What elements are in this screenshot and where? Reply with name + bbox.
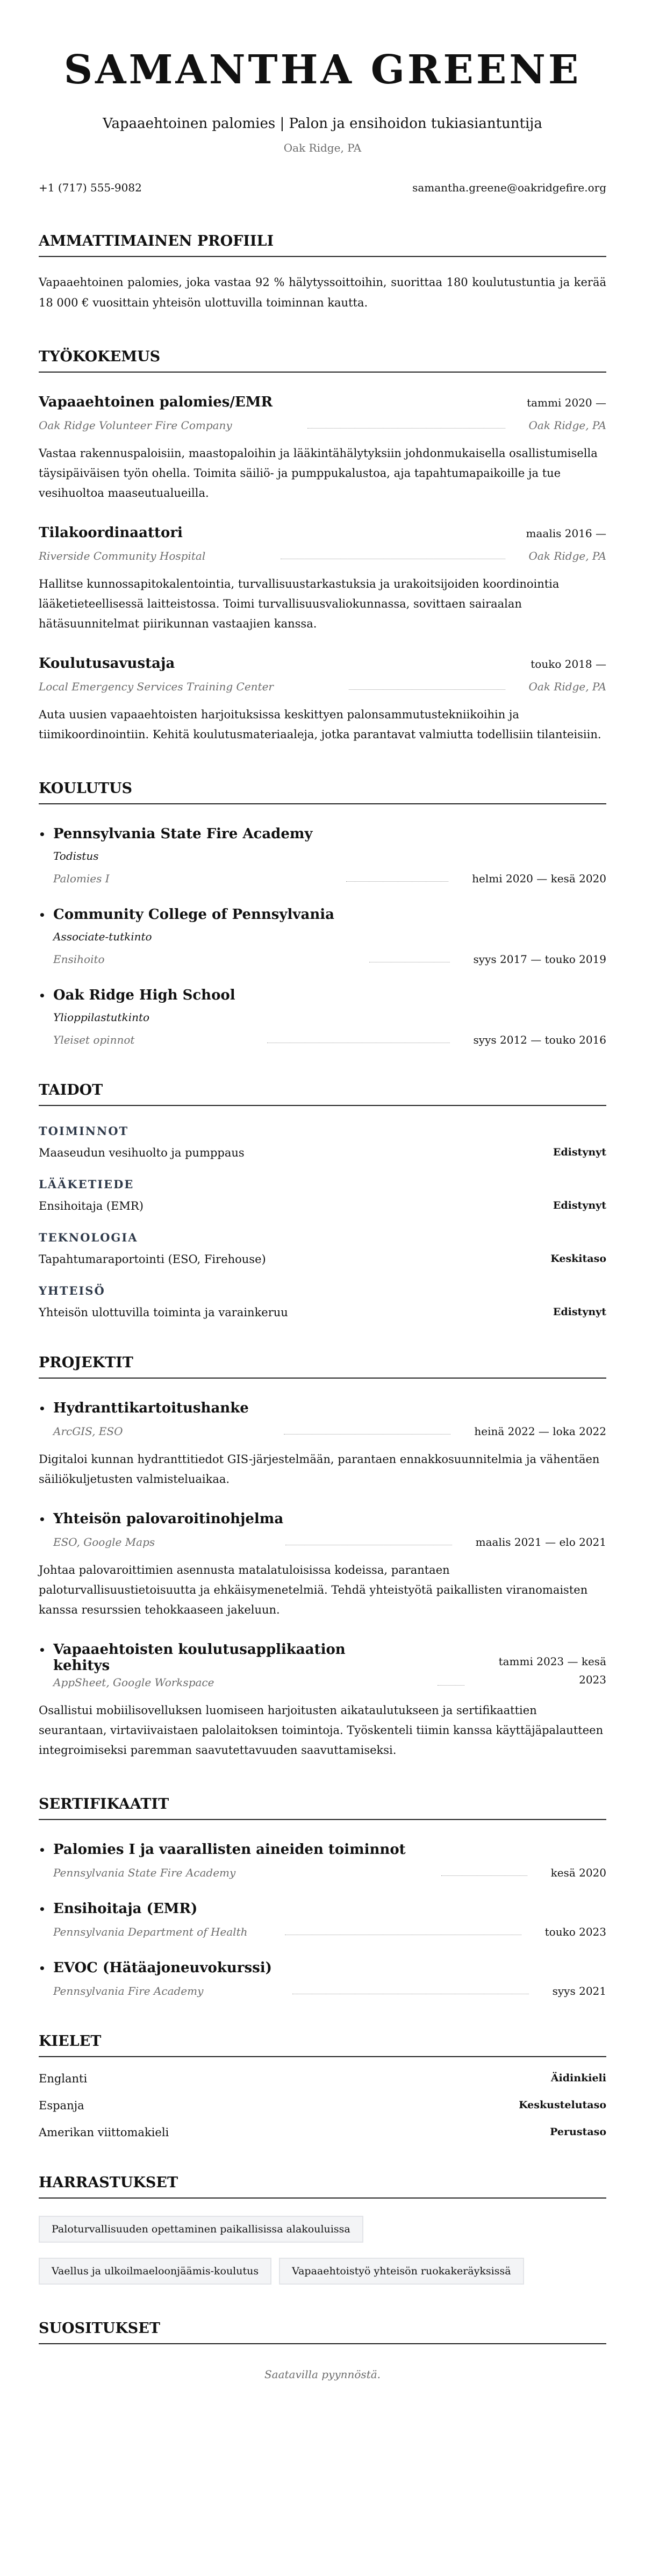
project-entry xyxy=(39,1642,606,1760)
certification-name-heading xyxy=(39,1842,606,1858)
skill-level: Edistynyt xyxy=(553,1200,606,1212)
entry-header xyxy=(39,1511,606,1527)
section-title: SERTIFIKAATIT xyxy=(39,1796,606,1820)
profile-section xyxy=(39,233,606,313)
location: Oak Ridge, PA xyxy=(283,141,362,155)
hobby-tag: Vapaaehtoistyö yhteisön ruokakeräyksissä xyxy=(279,2258,524,2285)
job-title: Vapaaehtoinen palomies/EMR xyxy=(39,394,273,411)
education-details xyxy=(39,930,606,966)
bullet-icon: • xyxy=(39,989,46,1003)
skill-category: TOIMINNOT xyxy=(39,1124,129,1138)
education-details xyxy=(39,850,606,885)
entry-subline xyxy=(39,680,606,693)
job-title: Tilakoordinaattori xyxy=(39,525,183,541)
certification-name-heading xyxy=(39,1901,606,1917)
skill-row xyxy=(39,1253,606,1266)
bullet-icon: • xyxy=(39,1513,46,1526)
organization: Riverside Community Hospital xyxy=(39,550,206,563)
project-name-heading xyxy=(39,1400,249,1416)
language-level: Keskustelutaso xyxy=(519,2099,606,2111)
entry-subline xyxy=(53,953,606,966)
skill-group xyxy=(39,1178,606,1212)
references-text: Saatavilla pyynnöstä. xyxy=(264,2368,381,2381)
skill-level: Keskitaso xyxy=(550,1253,606,1265)
skills-section xyxy=(39,1082,606,1319)
entry-date: syys 2021 xyxy=(552,1985,606,1998)
dotted-leader xyxy=(438,1685,464,1686)
school-name-heading xyxy=(39,907,606,923)
school-name: Pennsylvania State Fire Academy xyxy=(53,826,313,843)
job-title: Koulutusavustaja xyxy=(39,655,175,672)
skill-row xyxy=(39,1306,606,1319)
project-name: Yhteisön palovaroitinohjelma xyxy=(53,1511,284,1528)
entry-location: Oak Ridge, PA xyxy=(528,419,606,432)
language-row xyxy=(39,2126,606,2139)
experience-entry xyxy=(39,394,606,503)
entry-date: maalis 2021 — elo 2021 xyxy=(475,1536,606,1549)
language-row xyxy=(39,2099,606,2112)
section-title: KIELET xyxy=(39,2033,606,2057)
bullet-icon: • xyxy=(39,1402,46,1416)
certification-name-heading xyxy=(39,1960,606,1976)
entry-header xyxy=(39,394,606,410)
entry-subline xyxy=(39,1925,606,1938)
language-name: Amerikan viittomakieli xyxy=(39,2126,169,2139)
section-title: TYÖKOKEMUS xyxy=(39,348,606,373)
headline: Vapaaehtoinen palomies | Palon ja ensihoidon tukiasiantuntija xyxy=(103,116,542,132)
entry-date: touko 2018 — xyxy=(531,658,606,671)
profile-text: Vapaaehtoinen palomies, joka vastaa 92 % hälytyssoittoihin, suorittaa 180 koulutustuntia ja kerää 18 000 € vuosittain yhteisön ulottuvilla toiminnan kautta. xyxy=(39,276,606,310)
skill-name: Tapahtumaraportointi (ESO, Firehouse) xyxy=(39,1253,266,1266)
entry-date: syys 2012 — touko 2016 xyxy=(473,1033,606,1047)
entry-header xyxy=(39,1400,606,1416)
entry-location: Oak Ridge, PA xyxy=(528,550,606,563)
section-title: SUOSITUKSET xyxy=(39,2320,606,2344)
entry-date: touko 2023 xyxy=(544,1925,606,1939)
project-name-heading xyxy=(39,1642,361,1674)
education-entry xyxy=(39,987,606,1046)
bullet-icon: • xyxy=(39,1644,46,1657)
bullet-icon: • xyxy=(39,1844,46,1857)
dotted-leader xyxy=(349,689,505,690)
organization: ArcGIS, ESO xyxy=(53,1425,123,1438)
organization: Palomies I xyxy=(53,872,110,886)
skill-name: Maaseudun vesihuolto ja pumppaus xyxy=(39,1146,245,1160)
entry-subline xyxy=(39,550,606,562)
entry-date: tammi 2020 — xyxy=(527,396,606,410)
education-section xyxy=(39,780,606,1046)
organization: Yleiset opinnot xyxy=(53,1033,135,1047)
dotted-leader xyxy=(307,427,505,429)
entry-subline xyxy=(39,419,606,432)
phone: +1 (717) 555-9082 xyxy=(39,181,142,195)
entry-subline xyxy=(53,1033,606,1046)
degree: Ylioppilastutkinto xyxy=(53,1011,150,1024)
project-description: Osallistui mobiilisovelluksen luomiseen harjoitusten aikataulutukseen ja sertifikaattien seurantaan, virtaviivaistaen palolaitoksen toimintoja. Työskenteli tiimin kanssa käyttäjäpalautteen integroimiseksi paremman saavutettavuuden saavuttamiseksi. xyxy=(39,1704,604,1757)
entry-date: kesä 2020 xyxy=(550,1866,606,1880)
dotted-leader xyxy=(346,881,448,882)
organization: Local Emergency Services Training Center xyxy=(39,680,274,694)
skill-row xyxy=(39,1200,606,1212)
experience-entry xyxy=(39,525,606,634)
entry-subline xyxy=(53,872,606,885)
entry-date: helmi 2020 — kesä 2020 xyxy=(472,872,606,886)
school-name-heading xyxy=(39,826,606,842)
section-title: AMMATTIMAINEN PROFIILI xyxy=(39,233,606,257)
section-title: HARRASTUKSET xyxy=(39,2174,606,2199)
bullet-icon: • xyxy=(39,1962,46,1975)
experience-entry xyxy=(39,655,606,745)
skill-name: Yhteisön ulottuvilla toiminta ja varainkeruu xyxy=(39,1306,288,1319)
entry-location: Oak Ridge, PA xyxy=(528,680,606,694)
entry-date: tammi 2023 — kesä 2023 xyxy=(498,1655,606,1687)
entry-date: maalis 2016 — xyxy=(526,527,606,540)
education-details xyxy=(39,1011,606,1046)
degree: Associate-tutkinto xyxy=(53,930,152,944)
certifications-section xyxy=(39,1796,606,1997)
references-section xyxy=(39,2320,606,2381)
experience-section xyxy=(39,348,606,745)
school-name-heading xyxy=(39,987,606,1003)
skill-category: TEKNOLOGIA xyxy=(39,1231,138,1245)
hobbies-section xyxy=(39,2174,606,2285)
section-title: TAIDOT xyxy=(39,1082,606,1106)
organization: Ensihoito xyxy=(53,953,105,966)
entry-date: syys 2017 — touko 2019 xyxy=(473,953,606,966)
certification-name: EVOC (Hätäajoneuvokurssi) xyxy=(53,1960,272,1976)
skill-group xyxy=(39,1284,606,1319)
organization: Pennsylvania State Fire Academy xyxy=(53,1866,236,1880)
language-name: Espanja xyxy=(39,2099,84,2113)
language-level: Äidinkieli xyxy=(550,2072,606,2085)
bullet-icon: • xyxy=(39,828,46,841)
entry-date: heinä 2022 — loka 2022 xyxy=(474,1425,606,1438)
entry-subline xyxy=(39,1425,606,1438)
hobby-tag: Paloturvallisuuden opettaminen paikallisissa alakouluissa xyxy=(39,2216,363,2243)
project-entry xyxy=(39,1400,606,1489)
bullet-icon: • xyxy=(39,1903,46,1916)
language-level: Perustaso xyxy=(550,2126,606,2138)
job-description: Hallitse kunnossapitokalentointia, turvallisuustarkastuksia ja urakoitsijoiden koordinointia lääketieteellisessä laitteistossa. Toimi turvallisuusvaliokunnassa, sovittaen sairaalan hätäsuunnitelmat piirikunnan vastaajien kanssa. xyxy=(39,577,560,631)
certification-entry xyxy=(39,1842,606,1879)
project-entry xyxy=(39,1511,606,1620)
skill-name: Ensihoitaja (EMR) xyxy=(39,1200,144,1213)
skill-level: Edistynyt xyxy=(553,1146,606,1159)
language-name: Englanti xyxy=(39,2072,88,2086)
dotted-leader xyxy=(285,1544,452,1545)
entry-subline xyxy=(39,1866,606,1879)
bullet-icon: • xyxy=(39,909,46,922)
degree: Todistus xyxy=(53,850,99,863)
entry-subline xyxy=(39,1985,606,1997)
section-title: KOULUTUS xyxy=(39,780,606,804)
project-description: Johtaa palovaroittimien asennusta matalatuloisissa kodeissa, parantaen paloturvallisuustietoisuutta ja ehkäisymenetelmiä. Tehdä yhteistyötä paikallisten viranomaisten kanssa resurssien tehokkaaseen jakeluun. xyxy=(39,1564,588,1617)
organization: Oak Ridge Volunteer Fire Company xyxy=(39,419,232,432)
organization: Pennsylvania Department of Health xyxy=(53,1925,248,1939)
dotted-leader xyxy=(369,961,450,962)
certification-entry xyxy=(39,1901,606,1938)
certification-entry xyxy=(39,1960,606,1997)
dotted-leader xyxy=(284,1433,450,1435)
project-name-heading xyxy=(39,1511,283,1527)
dotted-leader xyxy=(441,1875,527,1876)
dotted-leader xyxy=(285,1934,521,1935)
education-entry xyxy=(39,826,606,885)
dotted-leader xyxy=(292,1993,529,1994)
candidate-name: SAMANTHA GREENE xyxy=(63,47,582,93)
project-name: Hydranttikartoitushanke xyxy=(53,1400,249,1417)
certification-name: Ensihoitaja (EMR) xyxy=(53,1901,198,1917)
school-name: Community College of Pennsylvania xyxy=(53,907,334,923)
contact-row xyxy=(39,181,606,194)
education-entry xyxy=(39,907,606,966)
dotted-leader xyxy=(281,558,505,559)
organization: AppSheet, Google Workspace xyxy=(53,1676,214,1689)
section-title: PROJEKTIT xyxy=(39,1354,606,1379)
projects-section xyxy=(39,1354,606,1760)
dotted-leader xyxy=(267,1042,450,1043)
skill-group xyxy=(39,1124,606,1159)
project-description: Digitaloi kunnan hydranttitiedot GIS-järjestelmään, parantaen ennakkosuunnitelmia ja vähentäen säiliökuljetusten valmisteluaikaa. xyxy=(39,1453,600,1486)
certification-name: Palomies I ja vaarallisten aineiden toiminnot xyxy=(53,1842,406,1858)
project-name: Vapaaehtoisten koulutusapplikaation kehitys xyxy=(53,1642,346,1674)
skill-group xyxy=(39,1231,606,1266)
organization: ESO, Google Maps xyxy=(53,1536,155,1549)
languages-section xyxy=(39,2033,606,2139)
entry-subline xyxy=(39,1536,606,1549)
entry-header xyxy=(39,655,606,672)
entry-header xyxy=(39,525,606,541)
language-row xyxy=(39,2072,606,2085)
email-link[interactable]: samantha.greene@oakridgefire.org xyxy=(412,181,606,195)
job-description: Auta uusien vapaaehtoisten harjoituksissa keskittyen palonsammutustekniikoihin ja tiimikoordinointiin. Kehitä koulutusmateriaaleja, jotka parantavat valmiutta todellisiin tilanteisiin. xyxy=(39,708,601,741)
job-description: Vastaa rakennuspaloisiin, maastopaloihin ja lääkintähälytyksiin johdonmukaisella osallistumisella täysipäiväisen työn ohella. Toimita säiliö- ja pumppukalustoa, aja tapahtumapaikoille ja tue vesihuoltoa maaseutualueilla. xyxy=(39,447,598,500)
skill-level: Edistynyt xyxy=(553,1306,606,1318)
organization: Pennsylvania Fire Academy xyxy=(53,1985,204,1998)
hobby-tag: Vaellus ja ulkoilmaeloonjäämis-koulutus xyxy=(39,2258,271,2285)
skill-category: YHTEISÖ xyxy=(39,1284,105,1298)
school-name: Oak Ridge High School xyxy=(53,987,235,1004)
skill-category: LÄÄKETIEDE xyxy=(39,1178,134,1191)
skill-row xyxy=(39,1146,606,1159)
